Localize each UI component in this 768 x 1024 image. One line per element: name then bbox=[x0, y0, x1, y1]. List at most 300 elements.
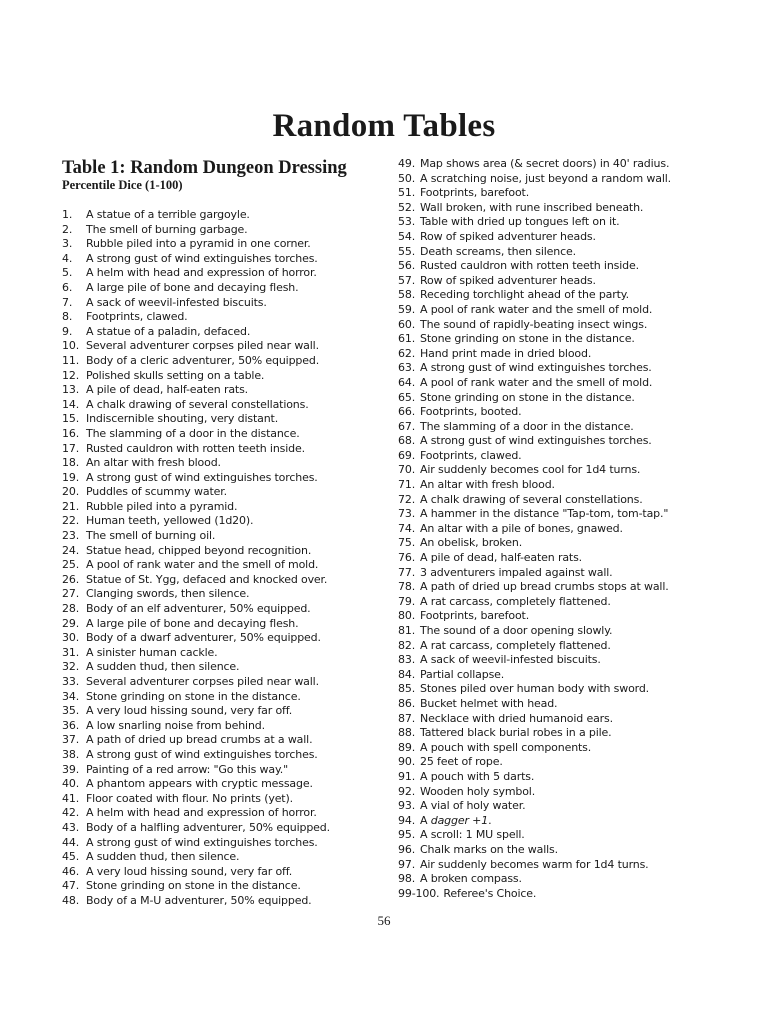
entry-number: 87. bbox=[398, 711, 416, 725]
entry-text: Footprints, clawed. bbox=[86, 310, 188, 324]
entry-text: Partial collapse. bbox=[420, 667, 505, 681]
entry-text: Rusted cauldron with rotten teeth inside. bbox=[86, 441, 305, 455]
entry-number: 40. bbox=[62, 777, 80, 791]
entry-text: A strong gust of wind extinguishes torches. bbox=[86, 470, 318, 484]
entry-text: Rubble piled into a pyramid. bbox=[86, 499, 238, 513]
list-item bbox=[62, 617, 330, 632]
entry-number: 4. bbox=[62, 251, 73, 265]
entry-text: A sack of weevil-infested biscuits. bbox=[86, 295, 267, 309]
entry-number: 27. bbox=[62, 587, 80, 601]
list-item bbox=[62, 573, 330, 588]
entry-number: 11. bbox=[62, 353, 80, 367]
list-item bbox=[62, 514, 330, 529]
list-item bbox=[62, 266, 330, 281]
entry-text: A sinister human cackle. bbox=[86, 645, 218, 659]
entry-number: 81. bbox=[398, 624, 416, 637]
list-item bbox=[398, 347, 671, 362]
entry-text: A strong gust of wind extinguishes torches. bbox=[86, 747, 318, 761]
entry-number: 57. bbox=[398, 273, 416, 287]
entry-text: A rat carcass, completely flattened. bbox=[420, 594, 611, 608]
entry-text: Body of a halfling adventurer, 50% equipped. bbox=[86, 820, 330, 834]
list-item bbox=[62, 442, 330, 457]
list-item bbox=[62, 733, 330, 748]
entry-number: 39. bbox=[62, 762, 80, 776]
entry-text: Footprints, barefoot. bbox=[420, 609, 530, 623]
entry-text: A vial of holy water. bbox=[420, 799, 526, 813]
list-item bbox=[62, 354, 330, 369]
list-item bbox=[398, 303, 671, 318]
entry-text: A pile of dead, half-eaten rats. bbox=[86, 383, 249, 397]
entry-text: A large pile of bone and decaying flesh. bbox=[86, 280, 299, 294]
left-entry-list bbox=[62, 208, 330, 909]
entry-number: 41. bbox=[62, 791, 80, 805]
list-item bbox=[398, 288, 671, 303]
list-item bbox=[398, 186, 671, 201]
entry-text-part: . bbox=[488, 813, 492, 827]
list-item bbox=[398, 726, 671, 741]
entry-number: 8. bbox=[62, 310, 73, 324]
list-item bbox=[398, 361, 671, 376]
entry-text: A helm with head and expression of horror. bbox=[86, 266, 317, 280]
list-item bbox=[398, 653, 671, 668]
entry-text: Floor coated with flour. No prints (yet). bbox=[86, 791, 293, 805]
entry-text: Footprints, clawed. bbox=[420, 448, 522, 462]
entry-text: A very loud hissing sound, very far off. bbox=[86, 864, 293, 878]
list-item bbox=[62, 456, 330, 471]
entry-text: A strong gust of wind extinguishes torches. bbox=[86, 251, 318, 265]
entry-number: 90. bbox=[398, 755, 416, 769]
list-item bbox=[62, 383, 330, 398]
entry-number: 77. bbox=[398, 565, 416, 579]
entry-text: A strong gust of wind extinguishes torches. bbox=[86, 835, 318, 849]
entry-number: 60. bbox=[398, 317, 416, 331]
list-item bbox=[62, 646, 330, 661]
entry-number: 73. bbox=[398, 507, 416, 521]
entry-number: 75. bbox=[398, 536, 416, 550]
list-item bbox=[62, 675, 330, 690]
entry-text: Body of an elf adventurer, 50% equipped. bbox=[86, 602, 311, 616]
entry-number: 69. bbox=[398, 448, 416, 462]
entry-text: Several adventurer corpses piled near wall. bbox=[86, 675, 319, 688]
entry-text: Table with dried up tongues left on it. bbox=[420, 215, 620, 229]
entry-text: Rubble piled into a pyramid in one corner. bbox=[86, 237, 311, 251]
list-item bbox=[62, 836, 330, 851]
list-item bbox=[62, 296, 330, 311]
list-item bbox=[398, 843, 671, 858]
entry-number: 43. bbox=[62, 820, 80, 834]
entry-text: An altar with a pile of bones, gnawed. bbox=[420, 521, 623, 535]
entry-text bbox=[420, 814, 491, 829]
entry-number: 82. bbox=[398, 638, 416, 652]
entry-text: Stone grinding on stone in the distance. bbox=[420, 390, 635, 404]
entry-number: 17. bbox=[62, 441, 80, 455]
entry-text: Hand print made in dried blood. bbox=[420, 346, 592, 360]
entry-number: 71. bbox=[398, 478, 416, 492]
list-item bbox=[62, 821, 330, 836]
entry-text: A statue of a terrible gargoyle. bbox=[86, 208, 250, 221]
list-item bbox=[398, 522, 671, 537]
list-item bbox=[398, 391, 671, 406]
list-item bbox=[398, 697, 671, 712]
entry-number: 59. bbox=[398, 302, 416, 316]
entry-text: Footprints, booted. bbox=[420, 405, 522, 419]
list-item bbox=[398, 858, 671, 873]
entry-text: Puddles of scummy water. bbox=[86, 485, 227, 499]
entry-text: Map shows area (& secret doors) in 40' radius. bbox=[420, 157, 670, 170]
entry-number: 72. bbox=[398, 492, 416, 506]
list-item bbox=[62, 485, 330, 500]
entry-text: Polished skulls setting on a table. bbox=[86, 368, 265, 382]
list-item bbox=[398, 595, 671, 610]
entry-text: Stone grinding on stone in the distance. bbox=[86, 879, 301, 893]
list-item bbox=[398, 566, 671, 581]
list-item bbox=[62, 369, 330, 384]
list-item bbox=[398, 172, 671, 187]
list-item bbox=[398, 274, 671, 289]
entry-number: 58. bbox=[398, 288, 416, 302]
entry-number: 65. bbox=[398, 390, 416, 404]
entry-number: 30. bbox=[62, 631, 80, 645]
entry-number: 64. bbox=[398, 375, 416, 389]
list-item bbox=[62, 398, 330, 413]
list-item bbox=[398, 799, 671, 814]
entry-number: 50. bbox=[398, 171, 416, 185]
list-item bbox=[398, 668, 671, 683]
entry-text: The smell of burning oil. bbox=[86, 529, 216, 543]
entry-number: 42. bbox=[62, 806, 80, 820]
entry-text: Stone grinding on stone in the distance. bbox=[420, 332, 635, 346]
entry-text: A large pile of bone and decaying flesh. bbox=[86, 616, 299, 630]
entry-number: 94. bbox=[398, 813, 416, 827]
entry-text: Human teeth, yellowed (1d20). bbox=[86, 514, 254, 528]
entry-number: 63. bbox=[398, 361, 416, 375]
entry-text: Rusted cauldron with rotten teeth inside. bbox=[420, 259, 639, 273]
entry-text: Receding torchlight ahead of the party. bbox=[420, 288, 629, 302]
entry-text: The sound of a door opening slowly. bbox=[420, 624, 613, 637]
entry-text: Footprints, barefoot. bbox=[420, 186, 530, 200]
entry-text: 25 feet of rope. bbox=[420, 755, 503, 769]
entry-number: 1. bbox=[62, 208, 73, 221]
list-item bbox=[62, 529, 330, 544]
list-item bbox=[398, 828, 671, 843]
entry-number: 70. bbox=[398, 463, 416, 477]
list-item bbox=[62, 660, 330, 675]
right-entry-list bbox=[398, 157, 671, 901]
list-item bbox=[398, 682, 671, 697]
entry-number: 13. bbox=[62, 383, 80, 397]
entry-text: Tattered black burial robes in a pile. bbox=[420, 726, 612, 740]
entry-number: 78. bbox=[398, 580, 416, 594]
entry-text: Row of spiked adventurer heads. bbox=[420, 229, 596, 243]
entry-number: 74. bbox=[398, 521, 416, 535]
entry-number: 18. bbox=[62, 456, 80, 470]
entry-text: A phantom appears with cryptic message. bbox=[86, 777, 313, 791]
list-item bbox=[398, 712, 671, 727]
list-item bbox=[62, 412, 330, 427]
entry-text: Statue of St. Ygg, defaced and knocked over. bbox=[86, 572, 328, 586]
entry-number: 35. bbox=[62, 704, 80, 718]
entry-text: Wooden holy symbol. bbox=[420, 784, 536, 798]
entry-number: 93. bbox=[398, 799, 416, 813]
list-item bbox=[62, 223, 330, 238]
entry-text: A pool of rank water and the smell of mold. bbox=[86, 558, 319, 572]
list-item bbox=[398, 420, 671, 435]
entry-number: 20. bbox=[62, 485, 80, 499]
entry-number: 10. bbox=[62, 339, 80, 353]
entry-text: Clanging swords, then silence. bbox=[86, 587, 250, 601]
list-item bbox=[62, 281, 330, 296]
entry-number: 32. bbox=[62, 660, 80, 674]
list-item bbox=[398, 872, 671, 887]
entry-text: A helm with head and expression of horror. bbox=[86, 806, 317, 820]
list-item bbox=[398, 157, 671, 172]
list-item bbox=[62, 500, 330, 515]
entry-number: 21. bbox=[62, 499, 80, 513]
list-item bbox=[398, 434, 671, 449]
entry-number: 36. bbox=[62, 718, 80, 732]
entry-text: Stones piled over human body with sword. bbox=[420, 682, 650, 696]
list-item bbox=[398, 624, 671, 639]
entry-number: 85. bbox=[398, 682, 416, 696]
list-item bbox=[62, 252, 330, 267]
entry-text: Death screams, then silence. bbox=[420, 244, 576, 258]
list-item bbox=[398, 478, 671, 493]
entry-number: 96. bbox=[398, 842, 416, 856]
entry-text: A pouch with spell components. bbox=[420, 740, 592, 754]
entry-text: Bucket helmet with head. bbox=[420, 696, 558, 710]
list-item bbox=[398, 332, 671, 347]
entry-number: 7. bbox=[62, 295, 73, 309]
entry-text: The smell of burning garbage. bbox=[86, 222, 248, 236]
entry-number: 44. bbox=[62, 835, 80, 849]
entry-text: A rat carcass, completely flattened. bbox=[420, 638, 611, 652]
list-item bbox=[62, 850, 330, 865]
entry-number: 91. bbox=[398, 769, 416, 783]
list-item bbox=[398, 770, 671, 785]
entry-text: Wall broken, with rune inscribed beneath. bbox=[420, 200, 644, 214]
list-item bbox=[62, 792, 330, 807]
list-item bbox=[398, 245, 671, 260]
entry-text: The slamming of a door in the distance. bbox=[420, 419, 634, 433]
entry-number: 33. bbox=[62, 675, 80, 688]
list-item bbox=[398, 785, 671, 800]
list-item bbox=[62, 544, 330, 559]
entry-text: Referee's Choice. bbox=[443, 886, 537, 900]
entry-number: 34. bbox=[62, 689, 80, 703]
entry-number: 38. bbox=[62, 747, 80, 761]
entry-number: 61. bbox=[398, 332, 416, 346]
list-item bbox=[62, 339, 330, 354]
list-item bbox=[398, 741, 671, 756]
entry-text: Body of a M-U adventurer, 50% equipped. bbox=[86, 893, 312, 907]
entry-text: A chalk drawing of several constellations. bbox=[86, 397, 309, 411]
entry-text: A sudden thud, then silence. bbox=[86, 850, 240, 864]
entry-number: 15. bbox=[62, 412, 80, 426]
list-item bbox=[62, 806, 330, 821]
table-subheading: Percentile Dice (1-100) bbox=[62, 178, 183, 192]
entry-number: 86. bbox=[398, 696, 416, 710]
list-item bbox=[62, 631, 330, 646]
entry-text: Body of a cleric adventurer, 50% equipped. bbox=[86, 353, 320, 367]
entry-number: 51. bbox=[398, 186, 416, 200]
entry-text: A very loud hissing sound, very far off. bbox=[86, 704, 293, 718]
entry-text: A chalk drawing of several constellations. bbox=[420, 492, 643, 506]
list-item bbox=[398, 507, 671, 522]
entry-text: A broken compass. bbox=[420, 872, 522, 886]
entry-text: A sudden thud, then silence. bbox=[86, 660, 240, 674]
entry-number: 24. bbox=[62, 543, 80, 557]
entry-text: Indiscernible shouting, very distant. bbox=[86, 412, 279, 426]
list-item bbox=[398, 259, 671, 274]
entry-number: 26. bbox=[62, 572, 80, 586]
list-item bbox=[398, 201, 671, 216]
list-item bbox=[398, 405, 671, 420]
list-item bbox=[62, 558, 330, 573]
list-item bbox=[62, 237, 330, 252]
entry-number: 29. bbox=[62, 616, 80, 630]
list-item bbox=[398, 580, 671, 595]
entry-text: A sack of weevil-infested biscuits. bbox=[420, 653, 601, 667]
list-item bbox=[398, 551, 671, 566]
entry-number: 2. bbox=[62, 222, 73, 236]
entry-text: Row of spiked adventurer heads. bbox=[420, 273, 596, 287]
table-heading: Table 1: Random Dungeon Dressing bbox=[62, 158, 347, 178]
list-item bbox=[62, 310, 330, 325]
list-item bbox=[62, 748, 330, 763]
entry-number: 12. bbox=[62, 368, 80, 382]
list-item bbox=[62, 587, 330, 602]
entry-number: 25. bbox=[62, 558, 80, 572]
list-item bbox=[62, 763, 330, 778]
entry-number: 22. bbox=[62, 514, 80, 528]
entry-text: Body of a dwarf adventurer, 50% equipped. bbox=[86, 631, 321, 645]
entry-number: 98. bbox=[398, 872, 416, 886]
entry-number: 89. bbox=[398, 740, 416, 754]
entry-text: A statue of a paladin, defaced. bbox=[86, 324, 251, 338]
entry-number: 80. bbox=[398, 609, 416, 623]
list-item bbox=[62, 690, 330, 705]
entry-number: 52. bbox=[398, 200, 416, 214]
list-item bbox=[62, 471, 330, 486]
list-item bbox=[62, 208, 330, 223]
entry-number: 46. bbox=[62, 864, 80, 878]
entry-text: Stone grinding on stone in the distance. bbox=[86, 689, 301, 703]
entry-text: A scroll: 1 MU spell. bbox=[420, 828, 525, 842]
list-item bbox=[62, 879, 330, 894]
entry-text: Air suddenly becomes cool for 1d4 turns. bbox=[420, 463, 641, 477]
entry-number: 68. bbox=[398, 434, 416, 448]
entry-text: A strong gust of wind extinguishes torches. bbox=[420, 434, 652, 448]
list-item bbox=[398, 536, 671, 551]
entry-text: A path of dried up bread crumbs stops at wall. bbox=[420, 580, 669, 594]
entry-number: 84. bbox=[398, 667, 416, 681]
entry-number: 23. bbox=[62, 529, 80, 543]
entry-number: 66. bbox=[398, 405, 416, 419]
entry-number: 99-100. bbox=[398, 886, 440, 900]
list-item bbox=[398, 230, 671, 245]
entry-number: 67. bbox=[398, 419, 416, 433]
entry-text: Several adventurer corpses piled near wall. bbox=[86, 339, 319, 353]
entry-number: 47. bbox=[62, 879, 80, 893]
list-item bbox=[398, 755, 671, 770]
entry-number: 88. bbox=[398, 726, 416, 740]
entry-text: The slamming of a door in the distance. bbox=[86, 426, 300, 440]
entry-number: 76. bbox=[398, 551, 416, 565]
entry-text: Necklace with dried humanoid ears. bbox=[420, 711, 613, 725]
entry-number: 56. bbox=[398, 259, 416, 273]
entry-number: 16. bbox=[62, 426, 80, 440]
page-number: 56 bbox=[377, 913, 391, 928]
list-item bbox=[62, 777, 330, 792]
entry-text: Air suddenly becomes warm for 1d4 turns. bbox=[420, 857, 649, 871]
entry-number: 79. bbox=[398, 594, 416, 608]
entry-text-italic: dagger +1 bbox=[430, 813, 489, 827]
entry-number: 9. bbox=[62, 324, 73, 338]
entry-number: 6. bbox=[62, 280, 73, 294]
entry-text: A scratching noise, just beyond a random wall. bbox=[420, 171, 672, 185]
entry-text: A path of dried up bread crumbs at a wall. bbox=[86, 733, 313, 747]
entry-number: 31. bbox=[62, 645, 80, 659]
entry-number: 95. bbox=[398, 828, 416, 842]
entry-text: 3 adventurers impaled against wall. bbox=[420, 565, 613, 579]
entry-text: Chalk marks on the walls. bbox=[420, 842, 558, 856]
entry-text: A strong gust of wind extinguishes torches. bbox=[420, 361, 652, 375]
list-item bbox=[398, 814, 671, 829]
list-item bbox=[398, 463, 671, 478]
entry-text: The sound of rapidly-beating insect wings. bbox=[420, 317, 648, 331]
list-item bbox=[398, 609, 671, 624]
entry-number: 37. bbox=[62, 733, 80, 747]
entry-number: 62. bbox=[398, 346, 416, 360]
entry-number: 49. bbox=[398, 157, 416, 170]
list-item bbox=[62, 865, 330, 880]
list-item bbox=[62, 704, 330, 719]
entry-text: A pool of rank water and the smell of mold. bbox=[420, 302, 653, 316]
entry-text: An altar with fresh blood. bbox=[86, 456, 221, 470]
entry-number: 53. bbox=[398, 215, 416, 229]
entry-text: A pile of dead, half-eaten rats. bbox=[420, 551, 583, 565]
list-item bbox=[62, 894, 330, 909]
list-item bbox=[62, 427, 330, 442]
list-item bbox=[398, 449, 671, 464]
entry-text: A low snarling noise from behind. bbox=[86, 718, 265, 732]
list-item bbox=[62, 602, 330, 617]
entry-number: 55. bbox=[398, 244, 416, 258]
entry-number: 19. bbox=[62, 470, 80, 484]
list-item bbox=[398, 493, 671, 508]
entry-text: An altar with fresh blood. bbox=[420, 478, 555, 492]
entry-number: 48. bbox=[62, 893, 80, 907]
list-item bbox=[398, 215, 671, 230]
entry-text: A pouch with 5 darts. bbox=[420, 769, 535, 783]
entry-number: 14. bbox=[62, 397, 80, 411]
entry-number: 28. bbox=[62, 602, 80, 616]
entry-number: 97. bbox=[398, 857, 416, 871]
entry-text: Statue head, chipped beyond recognition. bbox=[86, 543, 312, 557]
entry-text: Painting of a red arrow: "Go this way." bbox=[86, 762, 289, 776]
entry-number: 54. bbox=[398, 229, 416, 243]
entry-text: A pool of rank water and the smell of mold. bbox=[420, 375, 653, 389]
list-item bbox=[398, 376, 671, 391]
page-title: Random Tables bbox=[272, 108, 496, 144]
entry-number: 45. bbox=[62, 850, 80, 864]
entry-number: 92. bbox=[398, 784, 416, 798]
entry-number: 3. bbox=[62, 237, 73, 251]
list-item bbox=[62, 719, 330, 734]
entry-number: 83. bbox=[398, 653, 416, 667]
list-item bbox=[398, 318, 671, 333]
list-item bbox=[398, 639, 671, 654]
